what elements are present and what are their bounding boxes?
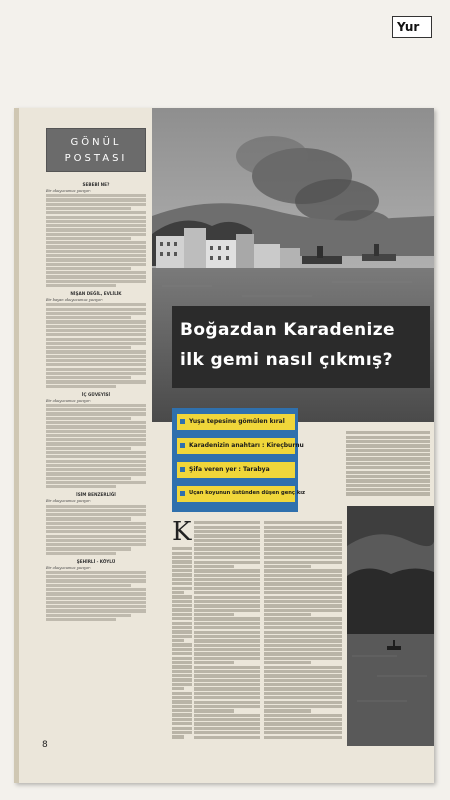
- text-line: [46, 267, 131, 270]
- text-line: [46, 312, 146, 315]
- text-line: [46, 517, 131, 520]
- text-line: [264, 666, 342, 669]
- text-line: [264, 613, 311, 616]
- text-line: [194, 596, 260, 599]
- text-line: [172, 565, 192, 568]
- text-line: [46, 472, 146, 475]
- text-line: [46, 535, 146, 538]
- text-line: [46, 376, 131, 379]
- text-line: [194, 692, 260, 695]
- text-line: [46, 194, 146, 197]
- text-line: [194, 679, 260, 682]
- text-line: [264, 644, 342, 647]
- text-line: [172, 608, 192, 611]
- text-line: [194, 609, 260, 612]
- text-line: [46, 241, 146, 244]
- text-line: [346, 457, 430, 460]
- text-line: [46, 438, 146, 441]
- text-line: [172, 626, 192, 629]
- text-line: [46, 442, 146, 445]
- text-line: [194, 526, 260, 529]
- text-line: [172, 578, 192, 581]
- text-line: [46, 522, 146, 525]
- text-line: [264, 679, 342, 682]
- text-line: [264, 639, 342, 642]
- text-line: [172, 556, 192, 559]
- text-line: [46, 464, 146, 467]
- text-line: [46, 543, 146, 546]
- text-line: [346, 492, 430, 495]
- text-line: [172, 622, 192, 625]
- text-line: [46, 316, 131, 319]
- text-line: [172, 696, 192, 699]
- text-line: [264, 648, 342, 651]
- article-column-3: [346, 430, 430, 496]
- text-line: [264, 661, 311, 664]
- text-line: [194, 604, 260, 607]
- text-line: [194, 639, 260, 642]
- letter-heading: İÇ GÜVEYİSİ: [81, 391, 111, 397]
- topic-label: Karadenizin anahtarı : Kireçburnu: [189, 442, 304, 449]
- text-line: [172, 595, 192, 598]
- text-line: [194, 521, 260, 524]
- text-line: [172, 657, 192, 660]
- text-line: [346, 479, 430, 482]
- text-line: [264, 534, 342, 537]
- text-line: [264, 521, 342, 524]
- text-line: [264, 604, 342, 607]
- text-line: [346, 466, 430, 469]
- text-line: [264, 683, 342, 686]
- text-line: [172, 648, 192, 651]
- text-line: [264, 617, 342, 620]
- text-line: [46, 505, 146, 508]
- text-line: [346, 462, 430, 465]
- text-line: [46, 308, 146, 311]
- topic-label: Uçan koyunun üstünden düşen genç kız: [189, 490, 306, 496]
- text-line: [46, 539, 146, 542]
- text-line: [172, 709, 192, 712]
- letter-heading: NİŞAN DEĞİL, EVLİLİK: [70, 291, 122, 297]
- text-line: [264, 722, 342, 725]
- text-line: [46, 284, 116, 287]
- text-line: [194, 600, 260, 603]
- headline-box: [172, 306, 430, 388]
- text-line: [194, 648, 260, 651]
- text-line: [46, 468, 146, 471]
- text-line: [346, 453, 430, 456]
- text-line: [194, 727, 260, 730]
- text-line: [172, 687, 184, 690]
- text-line: [264, 692, 342, 695]
- text-line: [172, 552, 192, 555]
- text-line: [264, 622, 342, 625]
- text-line: [46, 198, 146, 201]
- letter-heading: SEBEBİ NE?: [82, 182, 110, 187]
- text-line: [46, 237, 131, 240]
- text-line: [46, 333, 146, 336]
- text-line: [172, 705, 192, 708]
- text-line: [46, 614, 131, 617]
- topic-label: Şifa veren yer : Tarabya: [189, 466, 270, 473]
- text-line: [194, 652, 260, 655]
- text-line: [172, 678, 192, 681]
- text-line: [264, 600, 342, 603]
- text-line: [264, 652, 342, 655]
- text-line: [46, 329, 146, 332]
- text-line: [264, 657, 342, 660]
- text-line: [194, 552, 260, 555]
- text-line: [46, 216, 146, 219]
- bullet-icon: [180, 419, 185, 424]
- text-line: [194, 701, 260, 704]
- lake-photo-image: [347, 506, 434, 746]
- text-line: [46, 601, 146, 604]
- text-line: [194, 539, 260, 542]
- text-line: [172, 569, 192, 572]
- headline-line1: Boğazdan Karadenize: [180, 320, 395, 340]
- text-line: [194, 565, 234, 568]
- text-line: [264, 596, 342, 599]
- text-line: [194, 626, 260, 629]
- text-line: [264, 569, 342, 572]
- text-line: [172, 727, 192, 730]
- text-line: [194, 582, 260, 585]
- text-line: [172, 630, 192, 633]
- text-line: [46, 451, 146, 454]
- article-drop-cap: K: [172, 517, 192, 547]
- text-line: [46, 303, 146, 306]
- text-line: [264, 561, 342, 564]
- text-line: [46, 584, 131, 587]
- text-line: [46, 404, 146, 407]
- text-line: [194, 731, 260, 734]
- text-line: [194, 670, 260, 673]
- letter-subheading: Bir okuyucumuz yazıyor:: [46, 499, 92, 504]
- text-line: [264, 626, 342, 629]
- text-line: [346, 436, 430, 439]
- text-line: [172, 613, 192, 616]
- text-line: [172, 735, 184, 738]
- text-line: [264, 635, 342, 638]
- text-line: [172, 722, 192, 725]
- bullet-icon: [180, 443, 185, 448]
- text-line: [46, 530, 146, 533]
- text-line: [194, 613, 234, 616]
- text-line: [194, 736, 260, 739]
- text-line: [194, 674, 260, 677]
- text-line: [172, 560, 192, 563]
- topic-item: [177, 486, 306, 502]
- text-line: [46, 609, 146, 612]
- text-line: [172, 639, 184, 642]
- topics-box: [172, 408, 306, 512]
- text-line: [46, 359, 146, 362]
- text-line: [46, 228, 146, 231]
- text-line: [194, 622, 260, 625]
- text-line: [346, 431, 430, 434]
- text-line: [264, 727, 342, 730]
- text-line: [264, 556, 342, 559]
- text-line: [264, 687, 342, 690]
- text-line: [264, 609, 342, 612]
- text-line: [46, 481, 146, 484]
- text-line: [194, 714, 260, 717]
- text-line: [264, 714, 342, 717]
- text-line: [194, 657, 260, 660]
- text-line: [46, 258, 146, 261]
- text-line: [172, 665, 192, 668]
- topic-item: [177, 438, 304, 454]
- article-column-1: [194, 520, 260, 746]
- text-line: [46, 263, 146, 266]
- text-line: [264, 582, 342, 585]
- section-tab: [392, 16, 432, 38]
- letter-heading: ŞEHİRLİ - KÖYLÜ: [76, 558, 116, 564]
- text-line: [194, 556, 260, 559]
- text-line: [194, 705, 260, 708]
- text-line: [172, 617, 192, 620]
- text-line: [346, 471, 430, 474]
- text-line: [46, 346, 131, 349]
- text-line: [46, 605, 146, 608]
- headline-line2: ilk gemi nasıl çıkmış?: [180, 350, 393, 370]
- text-line: [172, 718, 192, 721]
- text-line: [194, 547, 260, 550]
- letter-subheading: Bir okuyucumuz yazıyor:: [46, 565, 92, 570]
- letter-subheading: Bir bayan okuyucumuz yazıyor:: [46, 298, 104, 303]
- text-line: [46, 280, 146, 283]
- text-line: [172, 591, 184, 594]
- text-line: [46, 211, 146, 214]
- text-line: [194, 631, 260, 634]
- topic-label: Yuşa tepesine gömülen kıral: [189, 418, 285, 425]
- text-line: [46, 408, 146, 411]
- bullet-icon: [180, 467, 185, 472]
- text-line: [46, 325, 146, 328]
- letter-subheading: Bir okuyucumuz yazıyor:: [46, 398, 92, 403]
- gonul-postasi-box: [46, 128, 146, 172]
- text-line: [172, 700, 192, 703]
- topic-item: [177, 414, 295, 430]
- text-line: [264, 543, 342, 546]
- text-line: [346, 440, 430, 443]
- letter-subheading: Bir okuyucumuz yazıyor:: [46, 189, 92, 193]
- text-line: [194, 587, 260, 590]
- text-line: [264, 591, 342, 594]
- text-line: [172, 643, 192, 646]
- text-line: [46, 526, 146, 529]
- text-line: [46, 597, 146, 600]
- text-line: [46, 421, 146, 424]
- text-line: [264, 670, 342, 673]
- text-line: [46, 380, 146, 383]
- text-line: [46, 460, 146, 463]
- text-line: [264, 547, 342, 550]
- text-line: [46, 350, 146, 353]
- text-line: [264, 526, 342, 529]
- text-line: [172, 731, 192, 734]
- text-line: [46, 412, 146, 415]
- text-line: [172, 600, 192, 603]
- text-line: [172, 674, 192, 677]
- text-line: [194, 666, 260, 669]
- text-line: [172, 713, 192, 716]
- text-line: [46, 363, 146, 366]
- text-line: [46, 592, 146, 595]
- text-line: [346, 449, 430, 452]
- text-line: [46, 509, 146, 512]
- text-line: [264, 552, 342, 555]
- text-line: [46, 455, 146, 458]
- text-line: [46, 434, 146, 437]
- magazine-page: [14, 108, 434, 783]
- text-line: [46, 430, 146, 433]
- text-line: [172, 582, 192, 585]
- section-tab-text: Yur: [397, 20, 420, 34]
- page-binding: [14, 108, 19, 783]
- text-line: [46, 618, 116, 621]
- text-line: [346, 488, 430, 491]
- text-line: [46, 385, 116, 388]
- text-line: [46, 552, 116, 555]
- text-line: [346, 444, 430, 447]
- text-line: [46, 224, 146, 227]
- letter-heading: İSİM BENZERLİĞİ: [76, 492, 116, 498]
- text-line: [194, 578, 260, 581]
- text-line: [46, 485, 116, 488]
- text-line: [172, 587, 192, 590]
- text-line: [264, 674, 342, 677]
- text-line: [194, 569, 260, 572]
- bullet-icon: [180, 491, 185, 496]
- text-line: [264, 578, 342, 581]
- text-line: [194, 683, 260, 686]
- text-line: [194, 591, 260, 594]
- article-column-1-indent: [172, 546, 192, 746]
- text-line: [264, 718, 342, 721]
- text-line: [46, 372, 146, 375]
- text-line: [264, 631, 342, 634]
- letters-text: [46, 178, 146, 622]
- text-line: [46, 233, 146, 236]
- text-line: [46, 342, 146, 345]
- text-line: [46, 368, 146, 371]
- text-line: [194, 534, 260, 537]
- text-line: [264, 736, 342, 739]
- text-line: [264, 587, 342, 590]
- text-line: [46, 575, 146, 578]
- text-line: [194, 543, 260, 546]
- text-line: [46, 338, 146, 341]
- page-number: 8: [42, 740, 48, 750]
- text-line: [172, 670, 192, 673]
- text-line: [194, 718, 260, 721]
- text-line: [172, 692, 192, 695]
- text-line: [46, 579, 146, 582]
- text-line: [46, 513, 146, 516]
- text-line: [194, 644, 260, 647]
- gonul-postasi-title-line2: POSTASI: [64, 153, 128, 164]
- text-line: [46, 417, 131, 420]
- text-line: [194, 661, 234, 664]
- text-line: [46, 254, 146, 257]
- text-line: [46, 447, 131, 450]
- text-line: [264, 696, 342, 699]
- text-line: [46, 425, 146, 428]
- text-line: [46, 207, 131, 210]
- text-line: [264, 701, 342, 704]
- text-line: [46, 547, 131, 550]
- text-line: [264, 709, 311, 712]
- text-line: [346, 475, 430, 478]
- text-line: [194, 696, 260, 699]
- text-line: [264, 530, 342, 533]
- article-column-2: [264, 520, 342, 746]
- text-line: [264, 565, 311, 568]
- text-line: [46, 271, 146, 274]
- text-line: [194, 709, 234, 712]
- text-line: [172, 683, 192, 686]
- text-line: [46, 250, 146, 253]
- gonul-postasi-title-line1: GÖNÜL: [70, 137, 122, 148]
- text-line: [172, 661, 192, 664]
- text-line: [46, 355, 146, 358]
- text-line: [172, 604, 192, 607]
- text-line: [46, 477, 131, 480]
- text-line: [46, 588, 146, 591]
- text-line: [264, 731, 342, 734]
- text-line: [194, 617, 260, 620]
- topic-item: [177, 462, 295, 478]
- text-line: [264, 705, 342, 708]
- lake-photo: [347, 506, 434, 746]
- text-line: [194, 687, 260, 690]
- text-line: [194, 574, 260, 577]
- text-line: [194, 561, 260, 564]
- text-line: [264, 574, 342, 577]
- text-line: [194, 722, 260, 725]
- text-line: [172, 547, 192, 550]
- gonul-postasi-column: [44, 114, 148, 774]
- text-line: [194, 635, 260, 638]
- text-line: [194, 530, 260, 533]
- text-line: [46, 203, 146, 206]
- text-line: [172, 652, 192, 655]
- text-line: [172, 573, 192, 576]
- text-line: [46, 245, 146, 248]
- text-line: [46, 275, 146, 278]
- text-line: [172, 635, 192, 638]
- text-line: [264, 539, 342, 542]
- text-line: [346, 484, 430, 487]
- text-line: [46, 320, 146, 323]
- text-line: [46, 571, 146, 574]
- text-line: [46, 220, 146, 223]
